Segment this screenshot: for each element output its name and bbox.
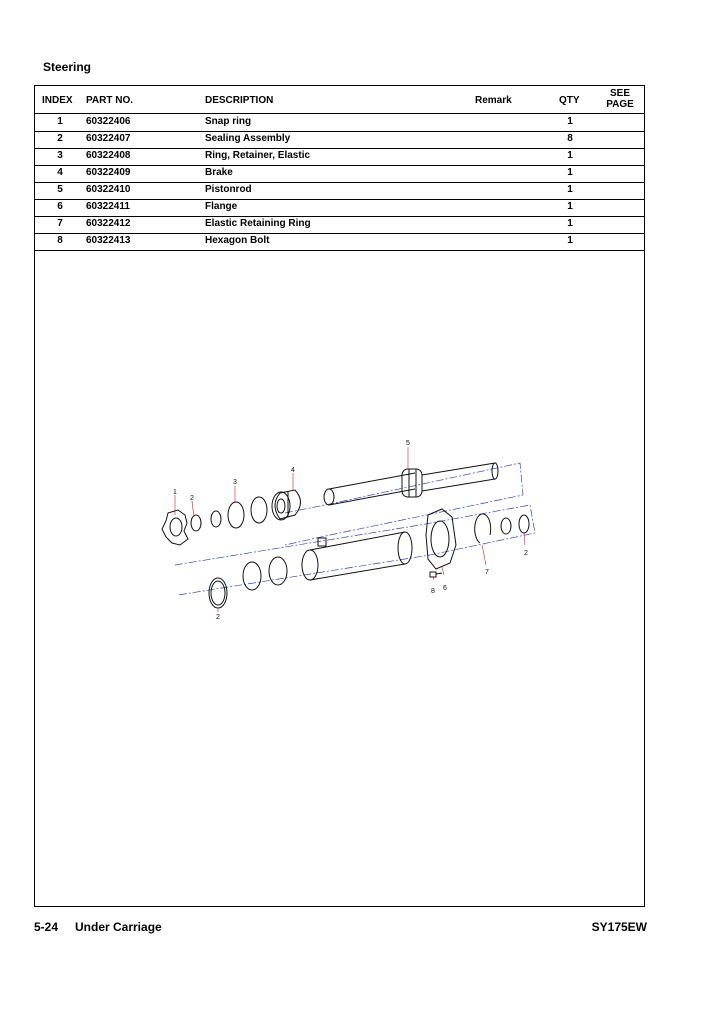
piston-rod-part — [324, 463, 498, 505]
row-qty: 1 — [567, 167, 573, 178]
snap-ring-part — [162, 510, 188, 545]
row-part-no: 60322412 — [86, 218, 131, 229]
row-index: 5 — [57, 184, 63, 195]
callout-label: 2 — [190, 495, 194, 502]
seal-ring-part — [519, 515, 529, 533]
lower-ring-part — [269, 557, 287, 585]
row-qty: 8 — [567, 133, 573, 144]
o-ring-part — [211, 511, 221, 527]
table-row — [35, 233, 644, 251]
row-index: 4 — [57, 167, 63, 178]
row-description: Elastic Retaining Ring — [205, 218, 311, 229]
header-description: DESCRIPTION — [205, 95, 274, 106]
callout-label: 2 — [524, 550, 528, 557]
row-index: 7 — [57, 218, 63, 229]
ring-part — [251, 497, 267, 523]
small-ring-part — [501, 518, 511, 534]
exploded-parts-diagram — [130, 345, 550, 645]
row-qty: 1 — [567, 150, 573, 161]
table-header — [35, 86, 644, 114]
lower-ring-part — [209, 578, 227, 608]
header-see-page-line2: PAGE — [606, 99, 634, 110]
footer-model: SY175EW — [591, 920, 647, 934]
row-qty: 1 — [567, 201, 573, 212]
row-part-no: 60322410 — [86, 184, 131, 195]
row-part-no: 60322411 — [86, 201, 130, 212]
lower-ring-inner — [211, 581, 225, 605]
row-index: 2 — [57, 133, 63, 144]
row-description: Flange — [205, 201, 238, 212]
sealing-ring-part — [191, 515, 201, 531]
table-row — [35, 216, 644, 234]
table-row — [35, 199, 644, 217]
callout-label: 7 — [485, 569, 489, 576]
callout-label: 6 — [443, 585, 447, 592]
row-description: Hexagon Bolt — [205, 235, 270, 246]
header-index: INDEX — [42, 95, 73, 106]
row-qty: 1 — [567, 116, 573, 127]
row-description: Ring, Retainer, Elastic — [205, 150, 311, 161]
row-part-no: 60322408 — [86, 150, 131, 161]
table-row — [35, 114, 644, 132]
lower-ring-part — [243, 562, 261, 590]
table-row — [35, 182, 644, 200]
row-index: 6 — [57, 201, 63, 212]
row-part-no: 60322409 — [86, 167, 131, 178]
brake-part — [272, 490, 301, 520]
flange-part — [426, 509, 456, 569]
callout-label: 3 — [233, 479, 237, 486]
callout-label: 2 — [216, 614, 220, 621]
callout-label: 4 — [291, 467, 295, 474]
table-row — [35, 131, 644, 149]
footer-page-number: 5-24 — [34, 920, 59, 934]
row-part-no: 60322407 — [86, 133, 131, 144]
hexagon-bolt-part — [430, 572, 442, 577]
callout-label: 1 — [173, 489, 177, 496]
row-description: Snap ring — [205, 116, 252, 127]
footer-section: Under Carriage — [75, 920, 162, 934]
header-remark: Remark — [475, 95, 512, 106]
table-row — [35, 148, 644, 166]
elastic-retaining-ring-part — [475, 514, 491, 543]
header-qty: QTY — [559, 95, 580, 106]
row-index: 1 — [57, 116, 63, 127]
row-index: 3 — [57, 150, 63, 161]
row-qty: 1 — [567, 235, 573, 246]
row-qty: 1 — [567, 218, 573, 229]
callout-label: 5 — [406, 440, 410, 447]
row-description: Sealing Assembly — [205, 133, 291, 144]
row-index: 8 — [57, 235, 63, 246]
row-description: Pistonrod — [205, 184, 252, 195]
row-qty: 1 — [567, 184, 573, 195]
page-section-title: Steering — [43, 60, 92, 74]
retainer-ring-part — [228, 502, 244, 528]
header-see-page-line1: SEE — [609, 88, 630, 99]
assembly-axis-lines — [175, 463, 535, 595]
table-row — [35, 165, 644, 183]
header-part-no: PART NO. — [86, 95, 134, 106]
row-part-no: 60322406 — [86, 116, 131, 127]
callout-label: 8 — [431, 588, 435, 595]
row-description: Brake — [205, 167, 233, 178]
row-part-no: 60322413 — [86, 235, 131, 246]
